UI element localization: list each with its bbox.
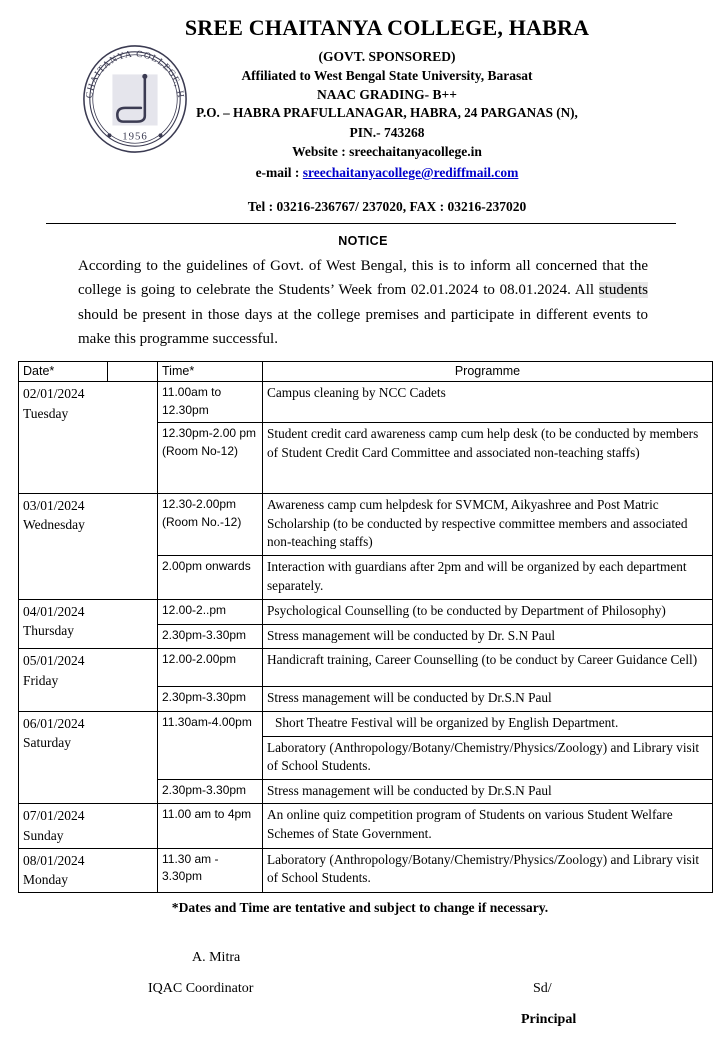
cell-programme: Awareness camp cum helpdesk for SVMCM, Aikyashree and Post Matric Scholarship (to be conducted by respective committee members and associated non-teaching staffs) [263, 494, 713, 556]
cell-time: 2.30pm-3.30pm [158, 779, 263, 804]
cell-programme: Campus cleaning by NCC Cadets [263, 382, 713, 423]
letterhead [0, 0, 722, 215]
table-footnote: *Dates and Time are tentative and subject to change if necessary. [171, 900, 549, 916]
cell-time: 12.00-2.00pm [158, 649, 263, 687]
notice-body-part1: According to the guidelines of Govt. of West Bengal, this is to inform all concerned that the college is going to celebrate the Students’ Week from 02.01.2024 to 08.01.2024. All [78, 258, 648, 299]
date-value: 03/01/2024 [23, 498, 85, 514]
notice-highlighted-word: students [598, 282, 648, 299]
date-value: 04/01/2024 [23, 604, 85, 620]
cell-programme: Psychological Counselling (to be conducted by Department of Philosophy) [263, 600, 713, 625]
date-value: 08/01/2024 [23, 852, 85, 868]
coordinator-role: IQAC Coordinator [148, 981, 254, 997]
email-label: e-mail : [255, 165, 303, 181]
svg-text:1956: 1956 [122, 130, 148, 143]
govt-sponsored-line: (GOVT. SPONSORED) [318, 48, 456, 64]
table-row [19, 649, 713, 687]
schedule-table [18, 361, 713, 893]
cell-programme: Interaction with guardians after 2pm and will be organized by each department separately. [263, 556, 713, 600]
cell-programme: Handicraft training, Career Counselling (to be conduct by Career Guidance Cell) [263, 649, 713, 687]
cell-programme: Short Theatre Festival will be organized by English Department. [263, 711, 713, 736]
table-row [19, 804, 713, 848]
college-seal-icon [76, 43, 194, 155]
date-value: 06/01/2024 [23, 715, 85, 731]
college-name: SREE CHAITANYA COLLEGE, HABRA [184, 15, 590, 40]
cell-programme: Stress management will be conducted by Dr.S.N Paul [263, 779, 713, 804]
day-name: Sunday [23, 827, 64, 843]
table-row [19, 848, 713, 892]
cell-time: 12.00-2..pm [158, 600, 263, 625]
notice-title: NOTICE [338, 234, 388, 249]
column-header-programme: Programme [263, 362, 713, 382]
column-header-date: Date* [19, 362, 108, 382]
day-name: Tuesday [23, 405, 69, 421]
cell-date [19, 494, 158, 600]
cell-date [19, 848, 158, 892]
coordinator-name: A. Mitra [192, 950, 241, 966]
column-header-blank [108, 362, 158, 382]
table-row [19, 382, 713, 423]
day-name: Saturday [23, 735, 71, 751]
day-name: Thursday [23, 623, 74, 639]
cell-time: 11.00am to 12.30pm [158, 382, 263, 423]
cell-date [19, 382, 158, 494]
table-row [19, 494, 713, 556]
table-header-row [19, 362, 713, 382]
day-name: Friday [23, 672, 59, 688]
signature-block [0, 950, 722, 1060]
notice-body [78, 254, 648, 351]
email-line [46, 161, 676, 182]
notice-section [0, 224, 722, 351]
day-name: Wednesday [23, 517, 85, 533]
cell-programme: Student credit card awareness camp cum help desk (to be conducted by members of Student Credit Card Committee and associated non-teaching staffs) [263, 423, 713, 494]
cell-time: 12.30pm-2.00 pm (Room No-12) [158, 423, 263, 494]
day-name: Monday [23, 871, 68, 887]
svg-text:SREE CHAITANYA COLLEGE, HABRA: CHAITANYA COLLEGE, H [84, 49, 186, 100]
cell-date [19, 649, 158, 712]
cell-date [19, 600, 158, 649]
cell-programme: Laboratory (Anthropology/Botany/Chemistry/Physics/Zoology) and Library visit of School Students. [263, 736, 713, 779]
schedule-table-body [19, 382, 713, 893]
table-row [19, 711, 713, 736]
telephone-line: Tel : 03216-236767/ 237020, FAX : 03216-237020 [247, 199, 527, 215]
cell-time: 12.30-2.00pm (Room No.-12) [158, 494, 263, 556]
cell-time: 2.30pm-3.30pm [158, 687, 263, 712]
notice-body-part2: should be present in those days at the college premises and participate in different events to make this programme successful. [78, 306, 648, 348]
affiliation-line: Affiliated to West Bengal State University, Barasat [241, 67, 533, 83]
table-row [19, 600, 713, 625]
date-value: 05/01/2024 [23, 653, 85, 669]
sd-marker: Sd/ [533, 981, 552, 997]
cell-time: 11.30 am - 3.30pm [158, 848, 263, 892]
cell-time: 2.00pm onwards [158, 556, 263, 600]
pin-line: PIN.- 743268 [349, 124, 425, 140]
email-link[interactable]: sreechaitanyacollege@rediffmail.com [302, 165, 519, 181]
postal-address-line: P.O. – HABRA PRAFULLANAGAR, HABRA, 24 PARGANAS (N), [196, 104, 578, 120]
cell-time: 11.30am-4.00pm [158, 711, 263, 779]
cell-time: 11.00 am to 4pm [158, 804, 263, 848]
column-header-time: Time* [158, 362, 263, 382]
cell-programme: Stress management will be conducted by Dr. S.N Paul [263, 624, 713, 649]
website-line: Website : sreechaitanyacollege.in [292, 143, 482, 159]
naac-grading-line: NAAC GRADING- B++ [317, 86, 457, 102]
cell-time: 2.30pm-3.30pm [158, 624, 263, 649]
principal-label: Principal [521, 1012, 577, 1028]
cell-programme: An online quiz competition program of Students on various Student Welfare Schemes of State Government. [263, 804, 713, 848]
cell-programme: Stress management will be conducted by Dr.S.N Paul [263, 687, 713, 712]
date-value: 02/01/2024 [23, 386, 85, 402]
schedule-section [0, 351, 722, 916]
cell-programme: Laboratory (Anthropology/Botany/Chemistry/Physics/Zoology) and Library visit of School Students. [263, 848, 713, 892]
cell-date [19, 804, 158, 848]
date-value: 07/01/2024 [23, 808, 85, 824]
cell-date [19, 711, 158, 803]
